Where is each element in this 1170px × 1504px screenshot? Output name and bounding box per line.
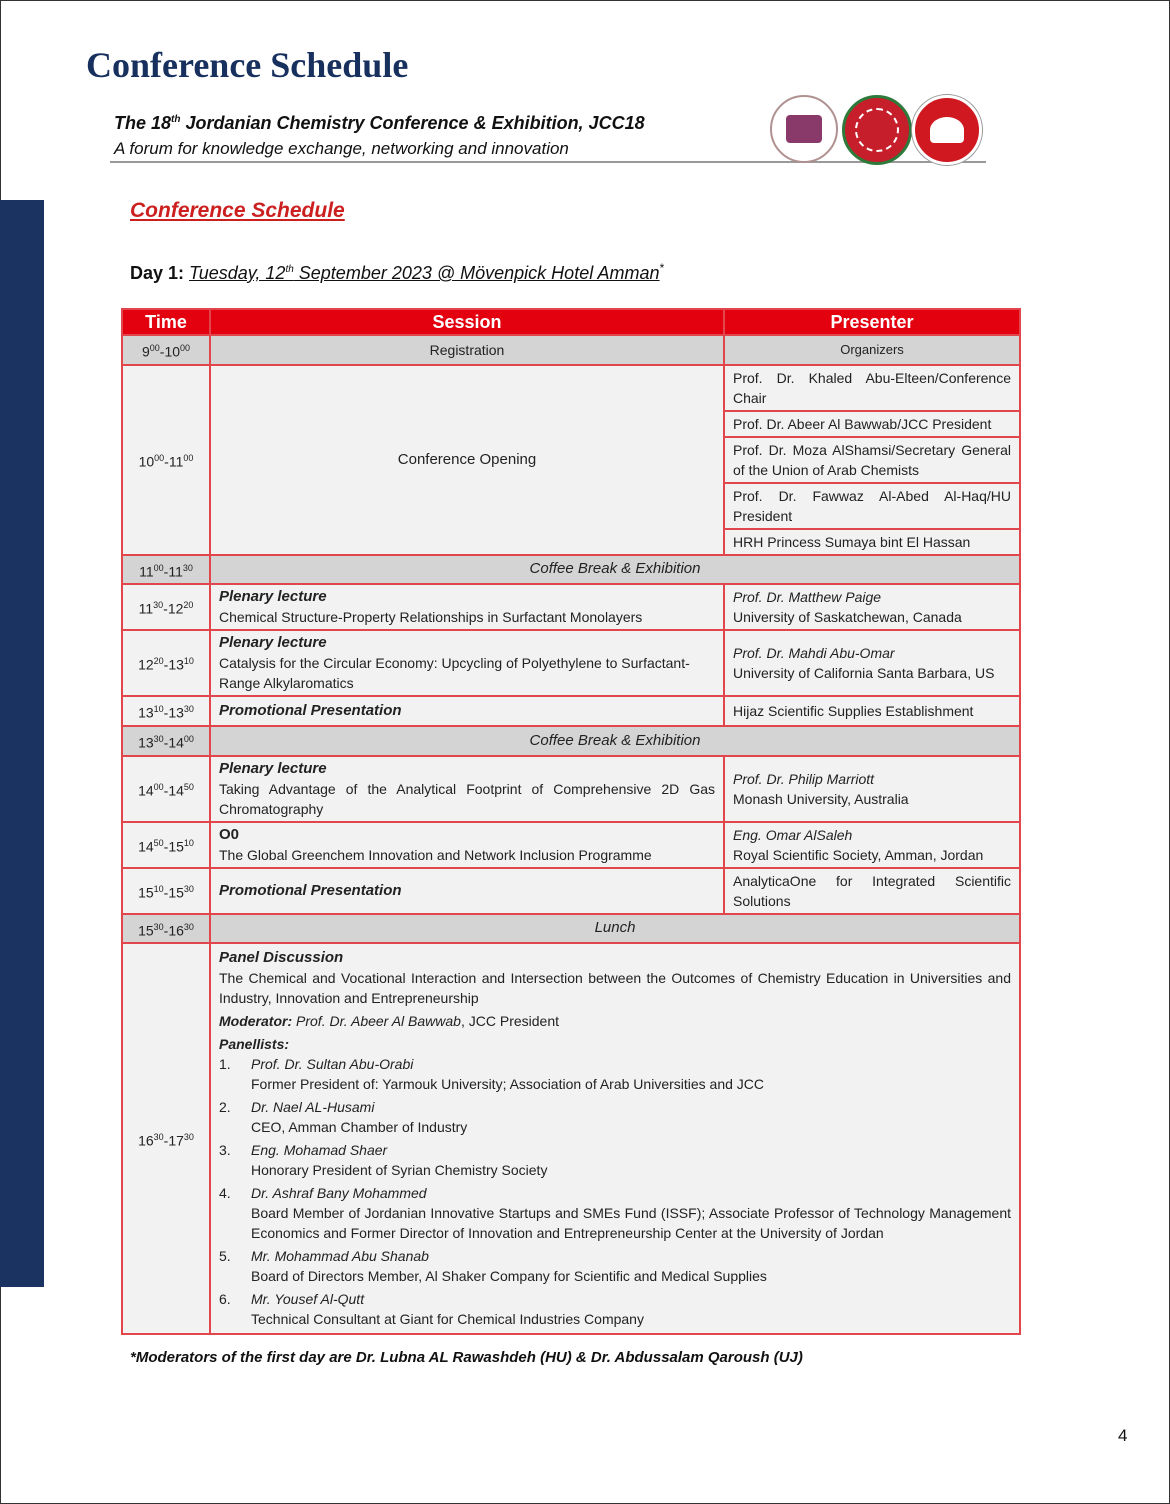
list-item: 6. Mr. Yousef Al-Qutt Technical Consultant at Giant for Chemical Industries Company [219,1291,644,1328]
presenter-cell: HRH Princess Sumaya bint El Hassan [724,529,1020,555]
time-cell: $11^{00}-11^{30}$ [122,555,210,585]
table-row [122,756,1020,822]
table-row [122,630,1020,696]
table-row [122,914,1020,944]
list-item: 4. Dr. Ashraf Bany Mohammed Board Member of Jordanian Innovative Startups and SMEs Fund (ISSF); Associate Professor of Technology Management Economics and Former Director of Innovation and Entrepreneurship Center at the University of Jordan [219,1185,1011,1242]
page-number: 4 [1118,1426,1128,1445]
presenter-cell: Prof. Dr. Khaled Abu-Elteen/Conference Chair [724,365,1020,411]
table-row [122,335,1020,365]
table-row [122,943,1020,1334]
list-item: 3. Eng. Mohamad Shaer Honorary President of Syrian Chemistry Society [219,1142,548,1179]
presenter-cell: Organizers [724,335,1020,365]
col-header-presenter: Presenter [724,309,1020,335]
presenter-name: Prof. Dr. Matthew Paige [733,589,882,606]
session-cell: Promotional Presentation [210,696,724,726]
day-heading: Day 1: Tuesday, 12th September 2023 @ Mövenpick Hotel Amman* [130,261,665,283]
col-header-session: Session [210,309,724,335]
session-cell [210,822,724,868]
presenter-name: Eng. Omar AlSaleh [733,826,853,843]
list-item: 2. Dr. Nael AL-Husami CEO, Amman Chamber of Industry [219,1099,468,1136]
session-title: Chemical Structure-Property Relationships in Surfactant Monolayers [219,609,643,626]
session-cell: Coffee Break & Exhibition [210,555,1020,585]
session-type: Plenary lecture [219,759,327,777]
time-cell: $9^{00}-10^{00}$ [122,335,210,365]
page-title: Conference Schedule [86,45,409,85]
presenter-name: Prof. Dr. Mahdi Abu-Omar [733,645,895,662]
panellist-list [219,1054,1011,1329]
society-logo [912,95,982,165]
conference-name: The 18th Jordanian Chemistry Conference & Exhibition, JCC18 [114,113,645,133]
session-cell: Registration [210,335,724,365]
session-cell: Lunch [210,914,1020,944]
panel-moderator: Moderator: Prof. Dr. Abeer Al Bawwab, JCC President [219,1013,560,1030]
jcc-logo [842,95,912,165]
table-row [122,555,1020,585]
table-row [122,726,1020,756]
header-divider [110,161,986,163]
time-cell: $11^{30}-12^{20}$ [122,584,210,630]
presenter-cell: Prof. Dr. Moza AlShamsi/Secretary General of the Union of Arab Chemists [724,437,1020,483]
session-cell: Conference Opening [210,365,724,555]
conference-tagline: A forum for knowledge exchange, networking and innovation [114,139,569,158]
time-cell: $14^{50}-15^{10}$ [122,822,210,868]
col-header-time: Time [122,309,210,335]
session-cell [210,756,724,822]
panel-cell [210,943,1020,1334]
table-row [122,584,1020,630]
presenter-cell: Hijaz Scientific Supplies Establishment [724,696,1020,726]
time-cell: $15^{30}-16^{30}$ [122,914,210,944]
university-logo [770,95,838,163]
session-title: The Global Greenchem Innovation and Network Inclusion Programme [219,846,652,863]
presenter-cell [724,822,1020,868]
presenter-cell [724,630,1020,696]
presenter-cell [724,584,1020,630]
presenter-cell [724,756,1020,822]
table-header-row [122,309,1020,335]
time-cell: $12^{20}-13^{10}$ [122,630,210,696]
list-item: 1. Prof. Dr. Sultan Abu-Orabi Former President of: Yarmouk University; Association of Arab Universities and JCC [219,1056,765,1093]
section-title: Conference Schedule [130,199,345,222]
session-type: Plenary lecture [219,634,327,652]
panel-title: The Chemical and Vocational Interaction and Intersection between the Outcomes of Chemistry Education in Universities and Industry, Innovation and Entrepreneurship [219,970,1011,1007]
session-type: Plenary lecture [219,588,327,606]
session-cell: Coffee Break & Exhibition [210,726,1020,756]
time-cell: $16^{30}-17^{30}$ [122,943,210,1334]
table-row [122,696,1020,726]
time-cell: $13^{30}-14^{00}$ [122,726,210,756]
session-title: Taking Advantage of the Analytical Footprint of Comprehensive 2D Gas Chromatography [219,780,715,817]
side-color-bar [0,200,44,1287]
table-row [122,822,1020,868]
list-item: 5. Mr. Mohammad Abu Shanab Board of Directors Member, Al Shaker Company for Scientific and Medical Supplies [219,1248,767,1285]
table-row [122,868,1020,914]
presenter-cell: Prof. Dr. Abeer Al Bawwab/JCC President [724,411,1020,437]
session-cell [210,630,724,696]
presenter-cell: Prof. Dr. Fawwaz Al-Abed Al-Haq/HU President [724,483,1020,529]
presenter-affiliation: University of Saskatchewan, Canada [733,609,962,626]
table-row [122,365,1020,411]
schedule-table [121,308,1021,1335]
session-type: O0 [219,825,240,843]
presenter-affiliation: Monash University, Australia [733,790,909,807]
time-cell: $15^{10}-15^{30}$ [122,868,210,914]
time-cell: $10^{00}-11^{00}$ [122,365,210,555]
presenter-name: Prof. Dr. Philip Marriott [733,770,875,787]
moderators-footnote: *Moderators of the first day are Dr. Lubna AL Rawashdeh (HU) & Dr. Abdussalam Qaroush (UJ) [130,1349,803,1366]
time-cell: $14^{00}-14^{50}$ [122,756,210,822]
presenter-affiliation: Royal Scientific Society, Amman, Jordan [733,846,984,863]
session-cell [210,584,724,630]
session-cell: Promotional Presentation [210,868,724,914]
session-type: Panel Discussion [219,949,344,967]
presenter-affiliation: University of California Santa Barbara, US [733,665,995,682]
panellists-label: Panellists: [219,1036,290,1053]
presenter-cell: AnalyticaOne for Integrated Scientific Solutions [724,868,1020,914]
session-title: Catalysis for the Circular Economy: Upcycling of Polyethylene to Surfactant-Range Alkylaromatics [219,655,690,692]
time-cell: $13^{10}-13^{30}$ [122,696,210,726]
